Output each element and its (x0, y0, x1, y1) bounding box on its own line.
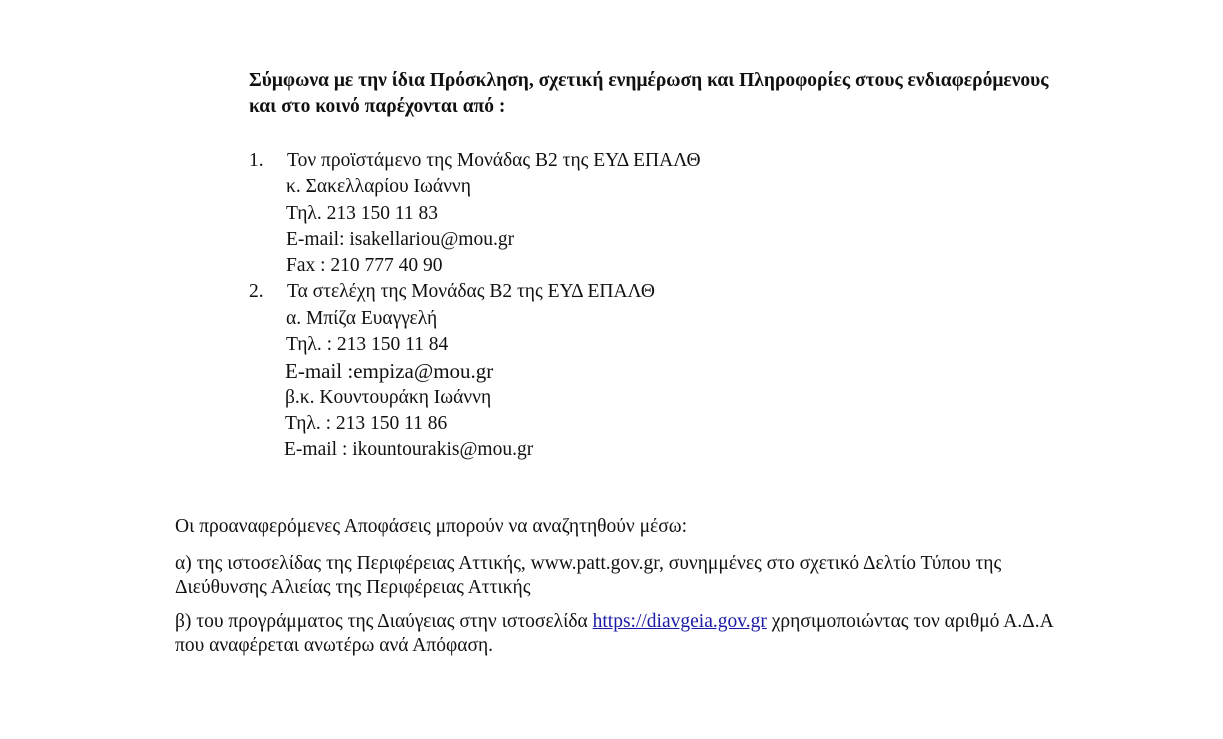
contact-title: Τον προϊστάμενο της Μονάδας Β2 της ΕΥΔ ΕΠΑΛΘ (287, 150, 701, 171)
list-number: 1. (249, 150, 264, 171)
contact-phone: Τηλ. : 213 150 11 86 (285, 412, 448, 434)
option-a: α) της ιστοσελίδας της Περιφέρειας Αττικής, www.patt.gov.gr, συνημμένες στο σχετικό Δελτίο Τύπου της Διεύθυνσης Αλιείας της Περιφέρειας Αττικής (175, 553, 1002, 598)
list-number: 2. (249, 281, 264, 303)
option-b-suffix: χρησιμοποιώντας τον αριθμό Α.Δ.Α που αναφέρεται ανωτέρω ανά Απόφαση. (175, 611, 1053, 656)
contact-name: β.κ. Κουντουράκη Ιωάννη (285, 386, 492, 408)
diavgeia-link[interactable]: https://diavgeia.gov.gr (592, 611, 767, 632)
contact-phone: Τηλ. 213 150 11 83 (286, 202, 438, 224)
contact-item-1 (249, 148, 701, 279)
option-b (175, 610, 1075, 658)
outro-section (175, 515, 1075, 668)
contact-name: κ. Σακελλαρίου Ιωάννη (286, 176, 471, 198)
contact-phone: Τηλ. : 213 150 11 84 (286, 334, 449, 356)
option-b-prefix: β) του προγράμματος της Διαύγειας στην ιστοσελίδα (175, 611, 593, 632)
contact-fax: Fax : 210 777 40 90 (286, 255, 443, 277)
contact-email: E-mail :empiza@mou.gr (285, 359, 494, 384)
outro-lead: Οι προαναφερόμενες Αποφάσεις μπορούν να αναζητηθούν μέσω: (175, 516, 687, 537)
contact-email: E-mail: isakellariou@mou.gr (286, 228, 515, 250)
intro-paragraph: Σύμφωνα με την ίδια Πρόσκληση, σχετική ενημέρωση και Πληροφορίες στους ενδιαφερόμενους και στο κοινό παρέχονται από : (249, 70, 1049, 117)
contacts-list (249, 148, 701, 464)
contact-email: E-mail : ikountourakis@mou.gr (284, 439, 534, 461)
contact-title: Τα στελέχη της Μονάδας Β2 της ΕΥΔ ΕΠΑΛΘ (287, 281, 655, 303)
contact-item-2 (249, 279, 701, 463)
contact-name: α. Μπίζα Ευαγγελή (286, 307, 438, 329)
